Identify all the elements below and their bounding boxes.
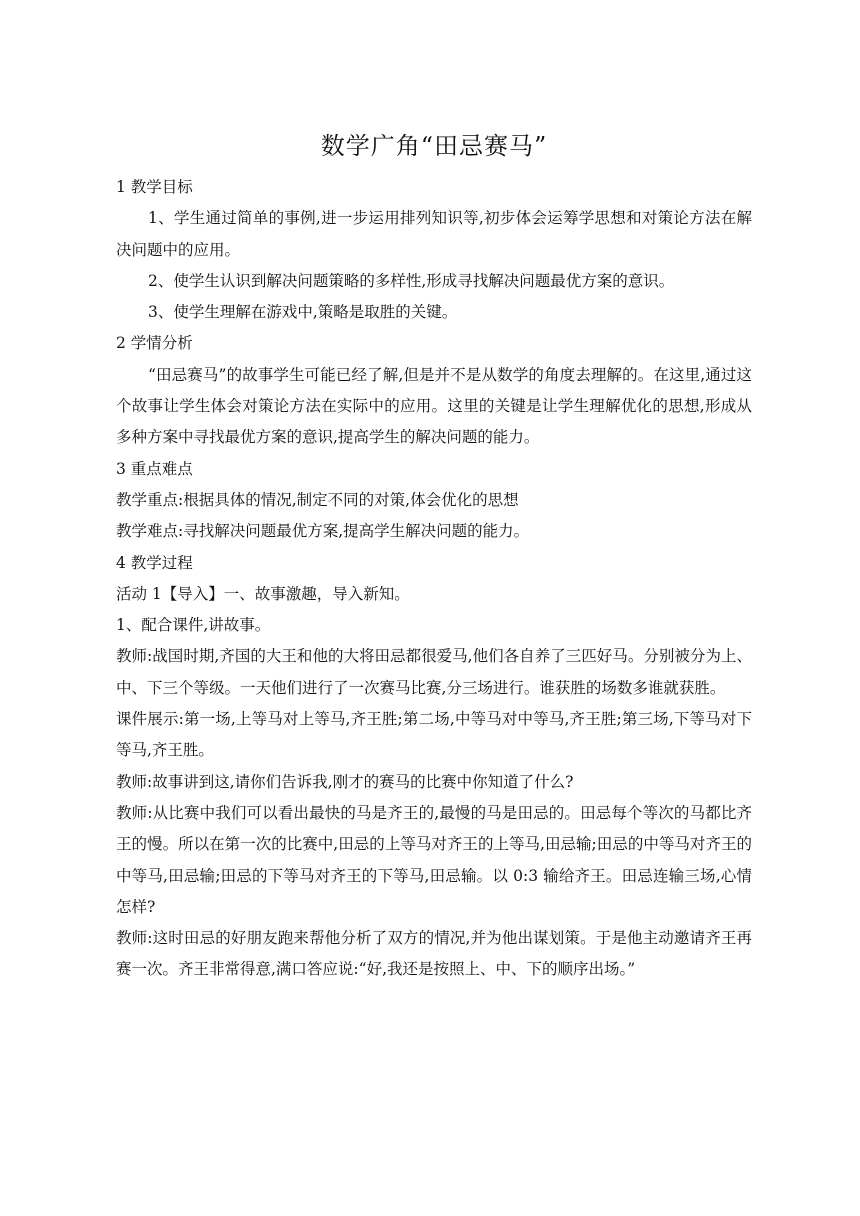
paragraph: 2、使学生认识到解决问题策略的多样性,形成寻找解决问题最优方案的意识。	[148, 271, 675, 290]
paragraph: 4 教学过程	[116, 553, 193, 572]
paragraph: 1、学生通过简单的事例,进一步运用排列知识等,初步体会运筹学思想和对策论方法在解决问题中的应用。	[116, 209, 752, 259]
paragraph: “田忌赛马”的故事学生可能已经了解,但是并不是从数学的角度去理解的。在这里,通过这个故事让学生体会对策论方法在实际中的应用。这里的关键是让学生理解优化的思想,形成从多种方案中寻找最优方案的意识,提高学生的解决问题的能力。	[116, 365, 752, 447]
paragraph: 1、配合课件,讲故事。	[116, 616, 271, 635]
paragraph: 3 重点难点	[116, 459, 193, 478]
paragraph: 1 教学目标	[116, 178, 193, 196]
paragraph: 教学重点:根据具体的情况,制定不同的对策,体会优化的思想	[116, 490, 519, 509]
paragraph: 教师:从比赛中我们可以看出最快的马是齐王的,最慢的马是田忌的。田忌每个等次的马都比齐王的慢。所以在第一次的比赛中,田忌的上等马对齐王的上等马,田忌输;田忌的中等马对齐王的中等马,田忌输;田忌的下等马对齐王的下等马,田忌输。以 0:3 输给齐王。田忌连输三场,心情怎样?	[116, 803, 752, 916]
paragraph: 活动 1【导入】一、故事激趣，导入新知。	[116, 584, 410, 603]
paragraph: 教学难点:寻找解决问题最优方案,提高学生解决问题的能力。	[116, 522, 530, 541]
paragraph: 课件展示:第一场,上等马对上等马,齐王胜;第二场,中等马对中等马,齐王胜;第三场,下等马对下等马,齐王胜。	[116, 710, 752, 760]
paragraph: 2 学情分析	[116, 334, 193, 353]
paragraph: 教师:故事讲到这,请你们告诉我,刚才的赛马的比赛中你知道了什么?	[116, 772, 574, 791]
paragraph: 3、使学生理解在游戏中,策略是取胜的关键。	[148, 303, 458, 322]
document-title: 数学广角“田忌赛马”	[320, 132, 548, 160]
document-body	[116, 172, 752, 986]
paragraph: 教师:这时田忌的好朋友跑来帮他分析了双方的情况,并为他出谋划策。于是他主动邀请齐王再赛一次。齐王非常得意,满口答应说:“好,我还是按照上、中、下的顺序出场。”	[116, 929, 752, 979]
paragraph: 教师:战国时期,齐国的大王和他的大将田忌都很爱马,他们各自养了三匹好马。分别被分为上、中、下三个等级。一天他们进行了一次赛马比赛,分三场进行。谁获胜的场数多谁就获胜。	[116, 647, 752, 697]
